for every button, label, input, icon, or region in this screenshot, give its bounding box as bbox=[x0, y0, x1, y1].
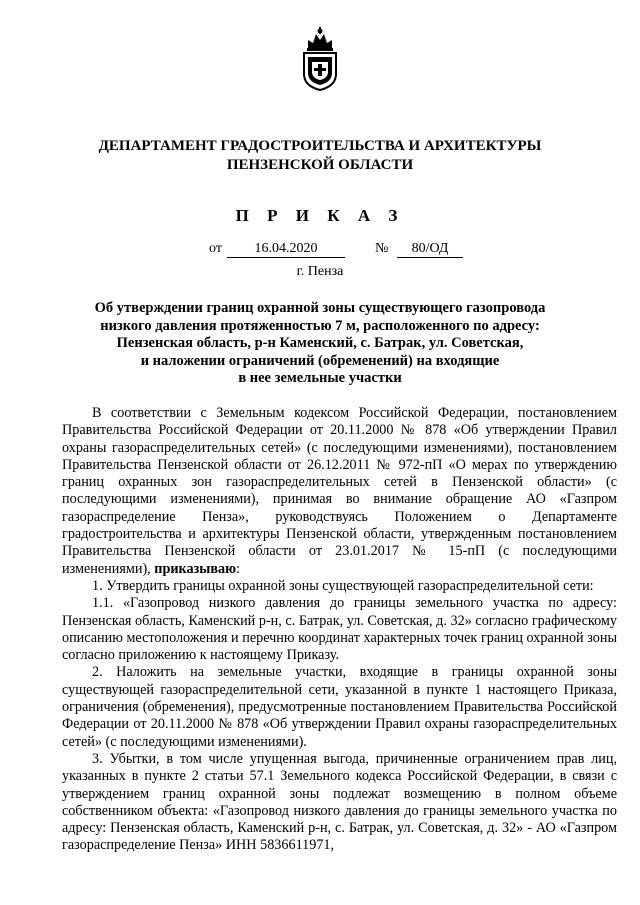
paragraph-preamble bbox=[62, 405, 617, 578]
paragraph-item-3: 3. Убытки, в том числе упущенная выгода, причиненные ограничением прав лиц, указанных в пункте 2 статьи 57.1 Земельного кодекса Российской Федерации, в связи с утверждением границ охранной зоны подлежат возмещению в полном объеме собственником объекта: «Газопровод низкого давления до границы земельного участка по адресу: Пензенская область, Каменский р-н, с. Батрак, ул. Советская, д. 32» - АО «Газпром газораспределение Пенза» ИНН 5836611971, bbox=[62, 750, 617, 854]
department-name bbox=[40, 137, 600, 175]
title-line-5: в нее земельные участки bbox=[238, 370, 402, 386]
title-line-1: Об утверждении границ охранной зоны существующего газопровода bbox=[94, 300, 546, 316]
document-number: 80/ОД bbox=[397, 240, 463, 258]
paragraph-item-1-1: 1.1. «Газопровод низкого давления до границы земельного участка по адресу: Пензенская область, Каменский р-н, с. Батрак, ул. Советская, д. 32» согласно графическому описанию местоположения и перечню координат характерных точек границ охранной зоны согласно приложению к настоящему Приказу. bbox=[62, 595, 617, 664]
date-number-line bbox=[209, 240, 469, 260]
order-keyword: приказываю bbox=[154, 560, 236, 577]
document-date: 16.04.2020 bbox=[227, 240, 345, 258]
coat-of-arms-emblem bbox=[298, 26, 342, 92]
preamble-text: В соответствии с Земельным кодексом Российской Федерации, постановлением Правительства Российской Федерации от 20.11.2000 № 878 «Об утверждении Правил охраны газораспределительных сетей» (с последующими изменениями), постановлением Правительства Пензенской области от 26.12.2011 № 972-пП «О мерах по утверждению границ охранных зон газораспределительных сетей в Пензенской области» (с последующими изменениями), принимая во внимание обращение АО «Газпром газораспределение Пенза», руководствуясь Положением о Департаменте градостроительства и архитектуры Пензенской области, утвержденным постановлением Правительства Пензенской области от 23.01.2017 № 15-пП (с последующими изменениями), bbox=[62, 405, 617, 577]
number-prefix: № bbox=[375, 241, 389, 256]
document-title bbox=[80, 300, 560, 388]
paragraph-item-2: 2. Наложить на земельные участки, входящие в границы охранной зоны существующей газораспределительной сети, указанной в пункте 1 настоящего Приказа, ограничения (обременения), предусмотренные постановлением Правительства Российской Федерации от 20.11.2000 № 878 «Об утверждении Правил охраны газораспределительных сетей» (с последующими изменениями). bbox=[62, 664, 617, 750]
date-prefix: от bbox=[209, 241, 222, 256]
preamble-colon: : bbox=[235, 560, 240, 577]
document-type-heading: П Р И К А З bbox=[235, 206, 405, 225]
document-body bbox=[62, 405, 617, 855]
title-line-4: и наложении ограничений (обременений) на входящие bbox=[140, 352, 500, 369]
department-line-2: ПЕНЗЕНСКОЙ ОБЛАСТИ bbox=[226, 157, 414, 173]
title-line-3: Пензенская область, р-н Каменский, с. Батрак, ул. Советская, bbox=[116, 335, 524, 351]
department-line-1: ДЕПАРТАМЕНТ ГРАДОСТРОИТЕЛЬСТВА И АРХИТЕКТУРЫ bbox=[98, 138, 542, 154]
paragraph-item-1: 1. Утвердить границы охранной зоны существующей газораспределительной сети: bbox=[92, 577, 594, 594]
city-name: г. Пенза bbox=[296, 264, 344, 279]
title-line-2: низкого давления протяженностью 7 м, расположенного по адресу: bbox=[100, 317, 540, 334]
